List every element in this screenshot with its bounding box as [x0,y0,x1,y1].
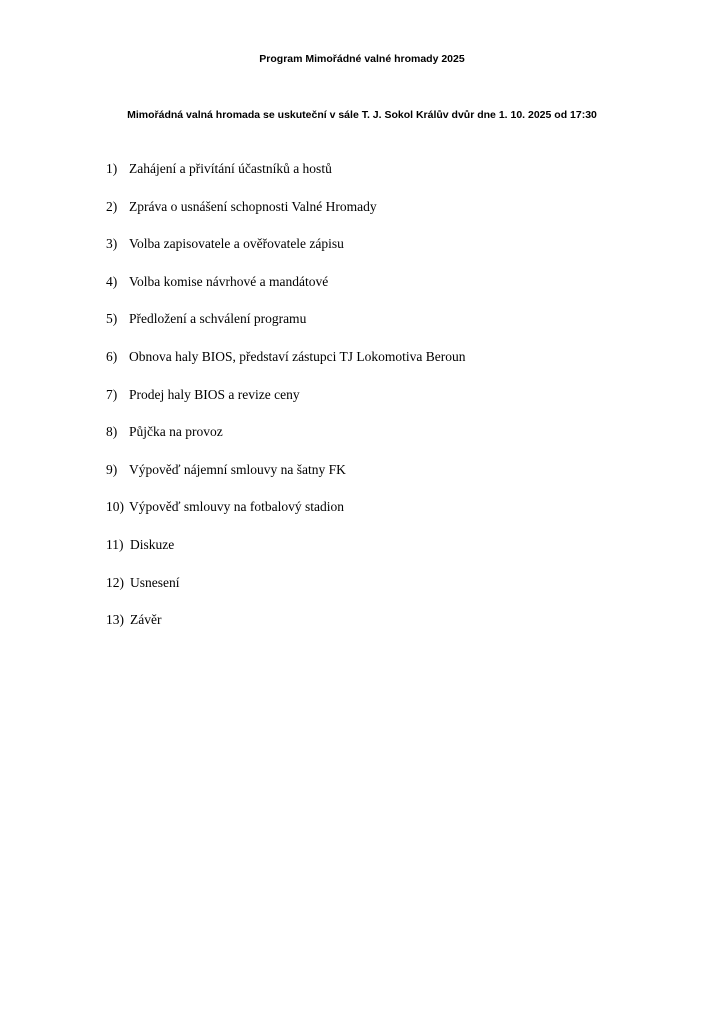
agenda-item-number: 9) [106,461,118,477]
agenda-item-number: 4) [106,273,118,289]
agenda-item-text: Volba komise návrhové a mandátové [129,273,329,289]
agenda-item [106,310,666,328]
agenda-item-number: 1) [106,161,118,176]
agenda-item [106,574,666,592]
agenda-item-number: 5) [106,311,118,327]
agenda-item-text: Zahájení a přivítání účastníků a hostů [129,161,332,176]
agenda-item [106,386,666,404]
agenda-item-text: Usnesení [130,574,180,590]
agenda-item-text: Prodej haly BIOS a revize ceny [129,386,300,402]
agenda-item-text: Zpráva o usnášení schopnosti Valné Hromady [129,198,377,214]
agenda-item [106,235,666,253]
agenda-item [106,536,666,554]
agenda-item-text: Závěr [130,612,162,628]
agenda-item-number: 12) [106,574,124,590]
agenda-item-text: Volba zapisovatele a ověřovatele zápisu [129,236,344,252]
agenda-item [106,198,666,216]
agenda-item [106,498,666,516]
agenda-item-number: 6) [106,348,118,364]
agenda-item-text: Výpověď nájemní smlouvy na šatny FK [129,461,346,477]
agenda-item [106,348,666,366]
agenda-item-number: 3) [106,236,118,252]
agenda-item [106,273,666,291]
agenda-item-number: 10) [106,499,124,515]
agenda-list [106,160,666,649]
agenda-item-text: Předložení a schválení programu [129,311,307,327]
agenda-item-text: Výpověď smlouvy na fotbalový stadion [129,499,344,515]
agenda-item-text: Diskuze [130,536,175,552]
agenda-item-number: 11) [106,536,124,552]
agenda-item [106,461,666,479]
agenda-item-text: Půjčka na provoz [129,424,223,440]
agenda-item-number: 8) [106,424,118,440]
document-subtitle: Mimořádná valná hromada se uskuteční v sále T. J. Sokol Králův dvůr dne 1. 10. 2025 od 17:30 [127,109,597,121]
document-title: Program Mimořádné valné hromady 2025 [259,53,465,65]
agenda-item-number: 13) [106,612,124,628]
agenda-item [106,611,666,629]
agenda-item-number: 2) [106,198,118,214]
agenda-item-text: Obnova haly BIOS, představí zástupci TJ Lokomotiva Beroun [129,348,466,364]
agenda-item [106,160,666,178]
agenda-item [106,423,666,441]
agenda-item-number: 7) [106,386,118,402]
